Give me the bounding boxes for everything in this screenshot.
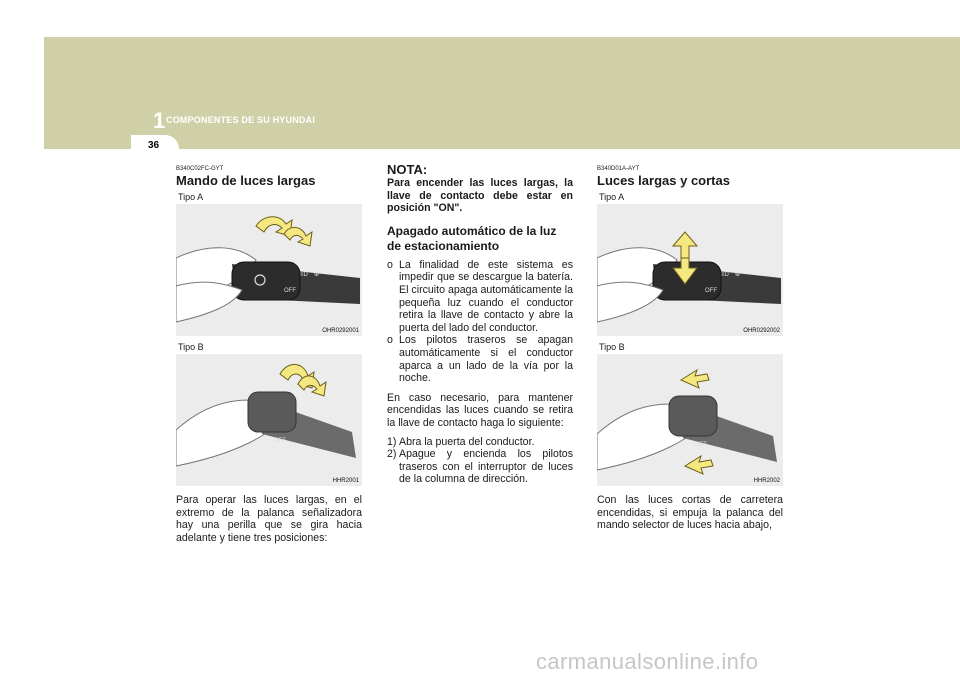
body-paragraph: Con las luces cortas de carretera encendidas, si empuja la palanca del mando selector de luces hacia abajo, bbox=[597, 494, 783, 532]
figure-beam-type-b bbox=[597, 354, 783, 486]
section-heading: Luces largas y cortas bbox=[597, 173, 730, 188]
figure-high-beam-type-b bbox=[176, 354, 362, 486]
figure-label-tipo-b: Tipo B bbox=[599, 342, 625, 352]
figure-label-tipo-a: Tipo A bbox=[599, 192, 625, 202]
body-paragraph: Para operar las luces largas, en el extremo de la palanca señalizadora hay una perilla que se gira hacia adelante y tiene tres posiciones: bbox=[176, 494, 362, 544]
figure-code: HHR2002 bbox=[753, 478, 780, 484]
note-title: NOTA: bbox=[387, 162, 428, 177]
figure-beam-type-a bbox=[597, 204, 783, 336]
sub-heading: Apagado automático de la luz de estacionamiento bbox=[387, 223, 557, 253]
note-text: Para encender las luces largas, la llave de contacto debe estar en posición "ON". bbox=[387, 177, 573, 215]
bullet-marker: o bbox=[387, 334, 393, 347]
figure-label-tipo-b: Tipo B bbox=[178, 342, 204, 352]
figure-code: OHR0292002 bbox=[743, 328, 780, 334]
bullet-marker: o bbox=[387, 258, 393, 271]
list-item-text: Los pilotos traseros se apagan automáticamente si el conductor aparca a un lado de la vía por la noche. bbox=[399, 334, 573, 385]
list-item bbox=[387, 436, 573, 449]
section-code: B340D01A-AYT bbox=[597, 166, 640, 172]
lever-illustration bbox=[176, 204, 362, 336]
svg-text:≡D: ≡D bbox=[300, 272, 308, 278]
column-3 bbox=[597, 160, 783, 532]
step-number: 1) bbox=[387, 435, 397, 448]
step-text: Abra la puerta del conductor. bbox=[399, 435, 535, 448]
figure-code: HHR2001 bbox=[332, 478, 359, 484]
bullet-list bbox=[387, 259, 573, 385]
chapter-title: COMPONENTES DE SU HYUNDAI bbox=[166, 115, 316, 125]
step-list bbox=[387, 436, 573, 486]
chapter-number: 1 bbox=[153, 108, 166, 133]
header-band bbox=[44, 37, 960, 149]
list-item bbox=[387, 259, 573, 335]
step-text: Apague y encienda los pilotos traseros con el interruptor de luces de la columna de dirección. bbox=[399, 448, 573, 486]
column-2 bbox=[387, 160, 573, 486]
section-heading: Mando de luces largas bbox=[176, 173, 316, 188]
list-item bbox=[387, 448, 573, 486]
svg-text:⊕: ⊕ bbox=[314, 272, 320, 278]
figure-high-beam-type-a bbox=[176, 204, 362, 336]
page-number: 36 bbox=[148, 140, 160, 151]
svg-text:OFF: OFF bbox=[284, 288, 296, 294]
figure-code: OHR0292001 bbox=[322, 328, 359, 334]
body-paragraph: En caso necesario, para mantener encendidas las luces cuando se retira la llave de contacto haga lo siguiente: bbox=[387, 391, 573, 429]
list-item-text: La finalidad de este sistema es impedir que se descargue la batería. El circuito apaga automáticamente la pequeña luz cuando el conductor retira la llave de contacto y abre la puerta del lado del conductor. bbox=[399, 258, 573, 334]
svg-text:OFF: OFF bbox=[274, 438, 286, 444]
lever-illustration bbox=[176, 354, 362, 486]
figure-label-tipo-a: Tipo A bbox=[178, 192, 204, 202]
lever-illustration bbox=[597, 204, 783, 336]
watermark: carmanualsonline.info bbox=[536, 649, 759, 674]
lever-illustration bbox=[597, 354, 783, 486]
svg-text:OFF: OFF bbox=[695, 442, 707, 448]
svg-text:OFF: OFF bbox=[705, 288, 717, 294]
list-item bbox=[387, 334, 573, 384]
column-1 bbox=[176, 160, 362, 544]
svg-text:≡D: ≡D bbox=[721, 272, 729, 278]
step-number: 2) bbox=[387, 448, 397, 461]
section-code: B340C02FC-GYT bbox=[176, 166, 224, 172]
svg-text:⊕: ⊕ bbox=[735, 272, 741, 278]
